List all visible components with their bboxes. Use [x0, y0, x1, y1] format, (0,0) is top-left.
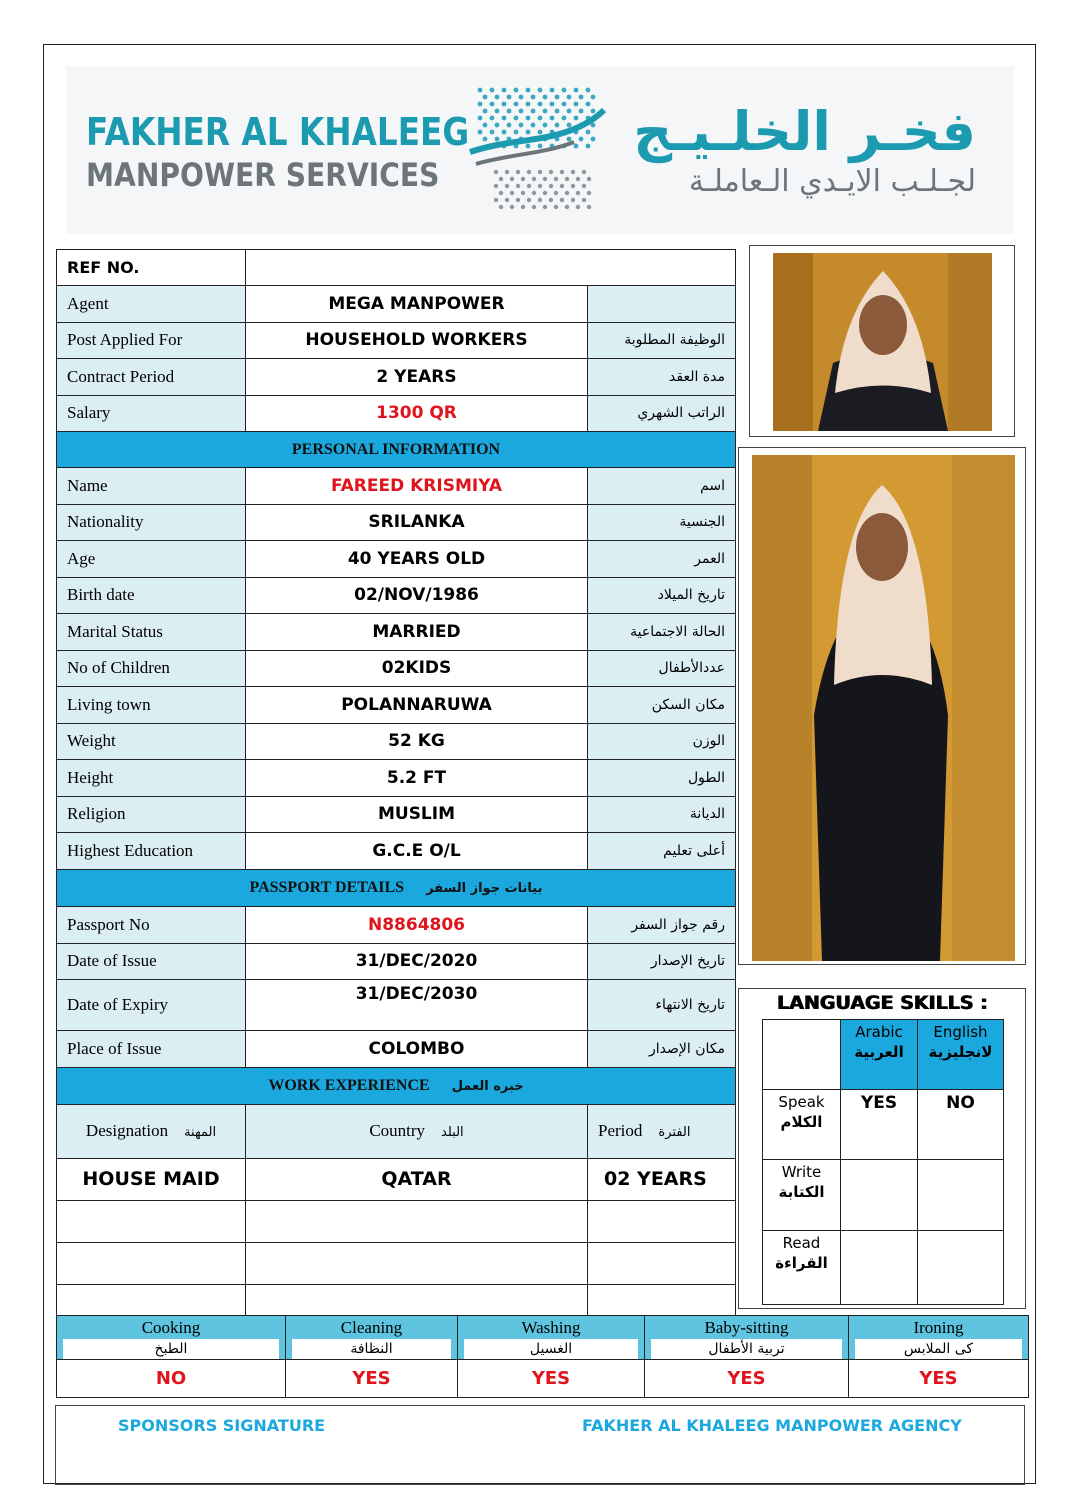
lang-write-english — [918, 1160, 1004, 1231]
info-row — [57, 833, 736, 870]
work-country — [246, 1242, 588, 1284]
field-label-ar: الديانة — [588, 796, 736, 833]
sponsor-signature-label: SPONSORS SIGNATURE — [118, 1416, 326, 1435]
field-label-ar: مدة العقد — [588, 359, 736, 396]
work-period — [588, 1200, 736, 1242]
ref-no-label: REF NO. — [57, 250, 246, 286]
section-title: PERSONAL INFORMATION — [291, 440, 501, 458]
field-label-ar: مكان السكن — [588, 687, 736, 724]
field-label: Agent — [57, 286, 246, 323]
info-row — [57, 541, 736, 578]
work-header-label-ar: المهنة — [184, 1125, 217, 1140]
work-designation — [57, 1242, 246, 1284]
portrait-photo-frame — [749, 245, 1015, 437]
field-label: Name — [57, 468, 246, 505]
brand-name-ar: فخـر الخلـيـج — [633, 100, 976, 163]
skill-baby-sitting — [645, 1316, 849, 1360]
field-label: Religion — [57, 796, 246, 833]
field-value: FAREED KRISMIYA — [246, 468, 588, 505]
lang-col-en: English — [933, 1023, 988, 1041]
field-label: Weight — [57, 723, 246, 760]
lang-col-en: Arabic — [855, 1023, 903, 1041]
skill-label-ar: النظافة — [292, 1339, 451, 1359]
info-row — [57, 687, 736, 724]
field-label-ar: الطول — [588, 760, 736, 797]
work-header-label-ar: البلد — [441, 1125, 464, 1140]
field-value: N8864806 — [246, 906, 588, 943]
section-passport-details — [57, 869, 736, 906]
field-value: 02KIDS — [246, 650, 588, 687]
skill-label-ar: تربية الأطفال — [651, 1339, 842, 1359]
work-header-designation — [57, 1104, 246, 1158]
lang-row-ar: الكتابة — [778, 1183, 825, 1201]
field-label: No of Children — [57, 650, 246, 687]
field-label-ar: أعلى تعليم — [588, 833, 736, 870]
work-designation: HOUSE MAID — [57, 1158, 246, 1200]
brand-subtitle-en: MANPOWER SERVICES — [86, 156, 440, 194]
field-label: Contract Period — [57, 359, 246, 396]
work-country — [246, 1284, 588, 1315]
work-period: 02 YEARS — [588, 1158, 736, 1200]
skill-value: YES — [458, 1360, 645, 1398]
field-label-ar: الحالة الاجتماعية — [588, 614, 736, 651]
skill-value: NO — [57, 1360, 286, 1398]
skill-value: YES — [645, 1360, 849, 1398]
field-value: MARRIED — [246, 614, 588, 651]
field-label: Height — [57, 760, 246, 797]
field-label: Post Applied For — [57, 322, 246, 359]
lang-speak-arabic: YES — [841, 1090, 918, 1160]
field-label: Date of Expiry — [57, 979, 246, 1030]
section-title-ar: بيانات جواز السفر — [426, 880, 543, 896]
field-label-ar — [588, 286, 736, 323]
field-label: Salary — [57, 395, 246, 432]
info-row — [57, 359, 736, 396]
work-row — [57, 1200, 736, 1242]
section-title: PASSPORT DETAILS — [249, 878, 405, 896]
lang-row-write — [763, 1160, 841, 1231]
field-label: Living town — [57, 687, 246, 724]
field-label: Passport No — [57, 906, 246, 943]
field-label: Date of Issue — [57, 943, 246, 979]
field-value: COLOMBO — [246, 1030, 588, 1067]
skills-table — [56, 1315, 1029, 1398]
field-label: Birth date — [57, 577, 246, 614]
section-personal-information — [57, 432, 736, 468]
work-row — [57, 1158, 736, 1200]
work-period — [588, 1242, 736, 1284]
info-row — [57, 395, 736, 432]
info-row — [57, 943, 736, 979]
skill-label: Washing — [521, 1318, 581, 1337]
skill-value: YES — [849, 1360, 1029, 1398]
skill-cleaning — [286, 1316, 458, 1360]
work-header-label-ar: الفترة — [658, 1125, 691, 1140]
field-value: 5.2 FT — [246, 760, 588, 797]
brand-name-en: FAKHER AL KHALEEG — [86, 110, 470, 154]
work-row — [57, 1284, 736, 1315]
skill-value: YES — [286, 1360, 458, 1398]
info-row — [57, 906, 736, 943]
skill-label: Cooking — [141, 1318, 201, 1337]
field-label: Nationality — [57, 504, 246, 541]
field-value: 52 KG — [246, 723, 588, 760]
field-label-ar: رقم جواز السفر — [588, 906, 736, 943]
full-photo-frame — [738, 447, 1026, 965]
field-value: MUSLIM — [246, 796, 588, 833]
lang-read-english — [918, 1231, 1004, 1305]
skill-washing — [458, 1316, 645, 1360]
skill-label-ar: الطبخ — [63, 1339, 279, 1359]
field-value: 31/DEC/2020 — [246, 943, 588, 979]
field-label-ar: عددالأطفال — [588, 650, 736, 687]
lang-row-speak — [763, 1090, 841, 1160]
agency-signature-label: FAKHER AL KHALEEG MANPOWER AGENCY — [582, 1416, 962, 1435]
info-row — [57, 322, 736, 359]
lang-col-arabic — [841, 1020, 918, 1090]
skill-label-ar: كى الملابس — [855, 1339, 1022, 1359]
info-row — [57, 723, 736, 760]
info-row — [57, 1030, 736, 1067]
field-value: 2 YEARS — [246, 359, 588, 396]
skill-label: Cleaning — [340, 1318, 403, 1337]
info-row — [57, 614, 736, 651]
field-value: HOUSEHOLD WORKERS — [246, 322, 588, 359]
info-row — [57, 650, 736, 687]
lang-write-arabic — [841, 1160, 918, 1231]
info-row — [57, 577, 736, 614]
section-work-experience — [57, 1067, 736, 1104]
work-header-label: Period — [598, 1121, 643, 1140]
work-designation — [57, 1284, 246, 1315]
field-label-ar: العمر — [588, 541, 736, 578]
work-designation — [57, 1200, 246, 1242]
info-row — [57, 796, 736, 833]
skill-ironing — [849, 1316, 1029, 1360]
info-row — [57, 760, 736, 797]
field-label-ar: الوزن — [588, 723, 736, 760]
lang-col-ar: العربية — [854, 1043, 904, 1061]
field-value: G.C.E O/L — [246, 833, 588, 870]
info-row — [57, 468, 736, 505]
work-period — [588, 1284, 736, 1315]
skill-label-ar: الغسيل — [464, 1339, 638, 1359]
skill-label: Baby-sitting — [704, 1318, 789, 1337]
language-table — [762, 1019, 1004, 1305]
skill-cooking — [57, 1316, 286, 1360]
field-label: Age — [57, 541, 246, 578]
field-label-ar: الجنسية — [588, 504, 736, 541]
field-label-ar: الوظيفة المطلوبة — [588, 322, 736, 359]
field-label-ar: اسم — [588, 468, 736, 505]
full-body-photo — [752, 455, 1015, 961]
lang-row-en: Write — [781, 1163, 822, 1181]
field-value: SRILANKA — [246, 504, 588, 541]
language-corner-cell — [763, 1020, 841, 1090]
info-table — [56, 249, 736, 1316]
section-title-ar: خبره العمل — [451, 1078, 524, 1094]
field-label-ar: تاريخ الإصدار — [588, 943, 736, 979]
lang-row-en: Speak — [778, 1093, 825, 1111]
portrait-photo — [773, 253, 992, 431]
info-row — [57, 286, 736, 323]
work-row — [57, 1242, 736, 1284]
field-label-ar: الراتب الشهري — [588, 395, 736, 432]
lang-col-english — [918, 1020, 1004, 1090]
work-header-country — [246, 1104, 588, 1158]
field-label: Marital Status — [57, 614, 246, 651]
work-header-period — [588, 1104, 736, 1158]
field-value: POLANNARUWA — [246, 687, 588, 724]
field-value: MEGA MANPOWER — [246, 286, 588, 323]
field-label: Place of Issue — [57, 1030, 246, 1067]
lang-speak-english: NO — [918, 1090, 1004, 1160]
work-header-label: Designation — [85, 1121, 169, 1140]
field-label-ar: مكان الإصدار — [588, 1030, 736, 1067]
brand-subtitle-ar: لجـلـب الايـدي الـعاملـة — [688, 164, 976, 199]
lang-col-ar: لانجليزية — [928, 1043, 993, 1061]
language-skills-title: LANGUAGE SKILLS : — [776, 992, 988, 1014]
info-row — [57, 504, 736, 541]
lang-row-en: Read — [782, 1234, 821, 1252]
lang-row-ar: القراءة — [775, 1254, 828, 1272]
work-country: QATAR — [246, 1158, 588, 1200]
field-value: 1300 QR — [246, 395, 588, 432]
lang-read-arabic — [841, 1231, 918, 1305]
lang-row-read — [763, 1231, 841, 1305]
work-country — [246, 1200, 588, 1242]
skill-label: Ironing — [913, 1318, 964, 1337]
company-logo-icon — [466, 80, 606, 214]
ref-no-value — [246, 250, 736, 286]
field-value: 02/NOV/1986 — [246, 577, 588, 614]
info-row — [57, 979, 736, 1030]
field-label-ar: تاريخ الانتهاء — [588, 979, 736, 1030]
field-label: Highest Education — [57, 833, 246, 870]
lang-row-ar: الكلام — [780, 1113, 823, 1131]
work-header-label: Country — [369, 1121, 426, 1140]
section-title: WORK EXPERIENCE — [268, 1076, 430, 1094]
field-value: 40 YEARS OLD — [246, 541, 588, 578]
field-label-ar: تاريخ الميلاد — [588, 577, 736, 614]
field-value: 31/DEC/2030 — [246, 979, 588, 1030]
